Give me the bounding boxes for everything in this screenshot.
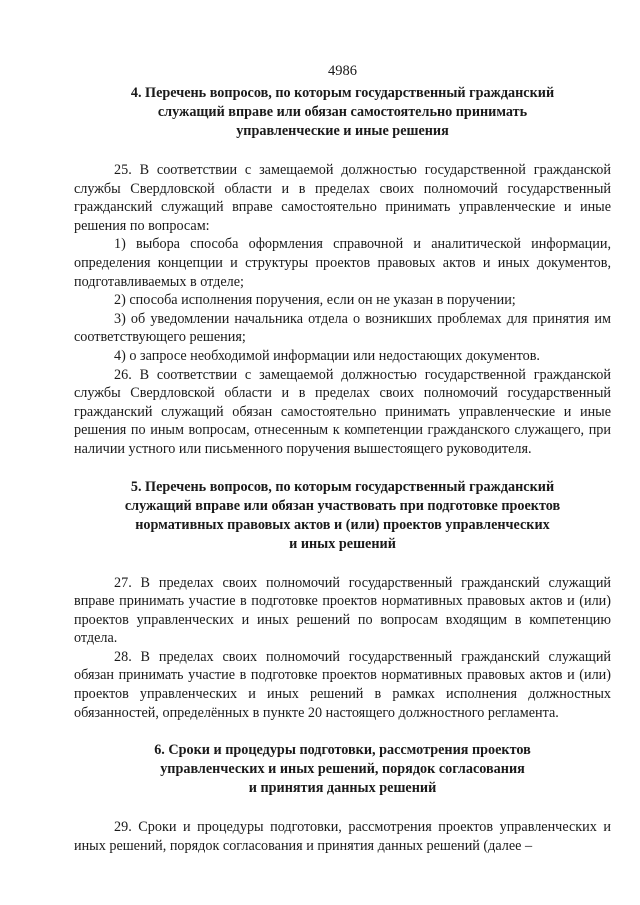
section-6 [74,741,611,855]
section-heading [74,84,611,141]
paragraph-27: 27. В пределах своих полномочий государственный гражданский служащий вправе принимать участие в подготовке проектов нормативных правовых актов и (или) проектов управленческих и иных решений по вопросам входящим в компетенцию отдела. [74,574,611,647]
section-heading [74,741,611,798]
heading-line: и иных решений [289,535,396,552]
paragraph-26: 26. В соответствии с замещаемой должностью государственной гражданской службы Свердловской области и в пределах своих полномочий государственный гражданский служащий обязан самостоятельно принимать управленческие и иные решения по иным вопросам, отнесенным к компетенции гражданского служащего, при наличии устного или письменного поручения вышестоящего руководителя. [74,366,611,457]
paragraph-29: 29. Сроки и процедуры подготовки, рассмотрения проектов управленческих и иных решений, порядок согласования и принятия данных решений (далее – [74,819,611,854]
paragraph-28: 28. В пределах своих полномочий государственный гражданский служащий обязан принимать участие в подготовке проектов нормативных правовых актов и (или) проектов управленческих и иных решений в рамках исполнения должностных обязанностей, определённых в пункте 20 настоящего должностного регламента. [74,648,611,721]
heading-line: нормативных правовых актов и (или) проектов управленческих [135,516,550,533]
list-item-2: 2) способа исполнения поручения, если он не указан в поручении; [114,292,516,309]
heading-line: 5. Перечень вопросов, по которым государственный гражданский [130,478,555,495]
heading-line: управленческие и иные решения [236,123,449,139]
heading-line: 6. Сроки и процедуры подготовки, рассмотрения проектов [154,742,531,759]
list-item-4: 4) о запросе необходимой информации или недостающих документов. [114,347,540,364]
document-page [74,62,611,855]
heading-line: служащий вправе или обязан самостоятельно принимать [157,104,528,120]
heading-line: управленческих и иных решений, порядок согласования [160,761,525,778]
page-number: 4986 [328,63,357,79]
section-4 [74,84,611,459]
heading-line: служащий вправе или обязан участвовать при подготовке проектов [124,497,561,514]
paragraph-25: 25. В соответствии с замещаемой должностью государственной гражданской службы Свердловской области и в пределах своих полномочий государственный гражданский служащий вправе самостоятельно принимать управленческие и иные решения по вопросам: [74,162,611,234]
heading-line: 4. Перечень вопросов, по которым государственный гражданский [130,85,555,101]
heading-line: и принятия данных решений [248,780,437,797]
list-item-1: 1) выбора способа оформления справочной и аналитической информации, определения концепции и структуры проектов правовых актов и иных документов, подготавливаемых в отделе; [74,236,611,290]
section-heading [74,478,611,554]
section-5 [74,478,611,723]
list-item-3: 3) об уведомлении начальника отдела о возникших проблемах для принятия им соответствующего решения; [74,310,611,346]
